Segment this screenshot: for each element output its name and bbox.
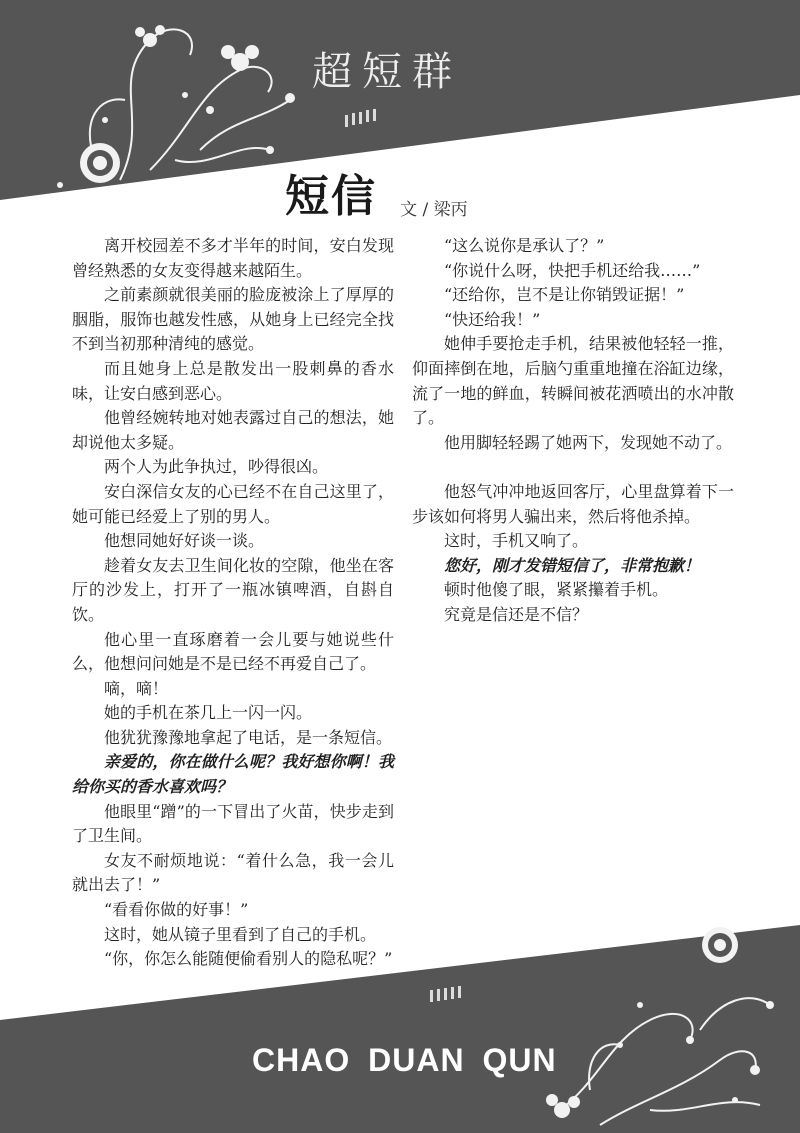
paragraph: “你说什么呀，快把手机还给我……” [444, 260, 701, 280]
section-label: 超短群 [312, 49, 462, 95]
paragraph: “你，你怎么能随便偷看别人的隐私呢？” [104, 949, 393, 969]
target-ornament-top [80, 143, 120, 183]
paragraph: 他怒气冲冲地返回客厅，心里盘算着下一步该如何将男人骗出来，然后将他杀掉。 [412, 481, 734, 526]
paragraph: 嘀，嘀！ [104, 678, 169, 698]
article-title: 短信 [285, 171, 377, 222]
article-title-block [285, 160, 468, 224]
article-column-right [412, 234, 734, 628]
paragraph: 之前素颜就很美丽的脸庞被涂上了厚厚的胭脂，服饰也越发性感，从她身上已经完全找不到当初那种清纯的感觉。 [72, 285, 394, 354]
article-column-left [72, 234, 394, 972]
paragraph: 而且她身上总是散发出一股刺鼻的香水味，让安白感到恶心。 [72, 358, 394, 403]
paragraph: 趁着女友去卫生间化妆的空隙，他坐在客厅的沙发上，打开了一瓶冰镇啤酒，自斟自饮。 [72, 555, 394, 624]
paragraph: 他用脚轻轻踢了她两下，发现她不动了。 [444, 432, 733, 452]
paragraph: 她的手机在茶几上一闪一闪。 [104, 703, 313, 723]
paragraph: 他犹犹豫豫地拿起了电话，是一条短信。 [104, 727, 393, 747]
paragraph: 安白深信女友的心已经不在自己这里了，她可能已经爱上了别的男人。 [72, 481, 394, 526]
byline: 文 / 梁丙 [400, 200, 468, 220]
paragraph: 他想同她好好谈一谈。 [104, 531, 265, 551]
paragraph: “看看你做的好事！” [104, 900, 249, 920]
paragraph: 他曾经婉转地对她表露过自己的想法，她却说他太多疑。 [72, 408, 394, 452]
paragraph: 离开校园差不多才半年的时间，安白发现曾经熟悉的女友变得越来越陌生。 [72, 236, 394, 280]
paragraph: 这时，手机又响了。 [444, 531, 589, 551]
paragraph: 这时，她从镜子里看到了自己的手机。 [104, 924, 377, 944]
sms-message-text: 亲爱的，你在做什么呢？我好想你啊！我给你买的香水喜欢吗？ [72, 752, 394, 797]
paragraph: 他心里一直琢磨着一会儿要与她说些什么，他想问问她是不是已经不再爱自己了。 [72, 629, 394, 674]
target-ornament-bottom [702, 927, 738, 963]
paragraph: “快还给我！” [444, 309, 541, 329]
paragraph: 究竟是信还是不信？ [444, 604, 589, 624]
footer-label: CHAO DUAN QUN [252, 1042, 557, 1078]
paragraph: 顿时他傻了眼，紧紧攥着手机。 [444, 580, 669, 600]
paragraph: “还给你，岂不是让你销毁证据！” [444, 285, 685, 305]
bottom-band-shape [0, 925, 800, 1133]
paragraph: 两个人为此争执过，吵得很凶。 [104, 457, 329, 477]
paragraph: 她伸手要抢走手机，结果被他轻轻一推，仰面摔倒在地，后脑勺重重地撞在浴缸边缘，流了一地的鲜血，转瞬间被花洒喷出的水冲散了。 [412, 334, 734, 428]
sms-message-text: 您好，刚才发错短信了，非常抱歉！ [444, 555, 701, 575]
paragraph: 他眼里“蹭”的一下冒出了火苗，快步走到了卫生间。 [72, 801, 394, 846]
paragraph: “这么说你是承认了？” [444, 236, 605, 255]
paragraph: 女友不耐烦地说：“着什么急，我一会儿就出去了！” [72, 850, 394, 895]
bottom-decorative-band [0, 910, 800, 1133]
